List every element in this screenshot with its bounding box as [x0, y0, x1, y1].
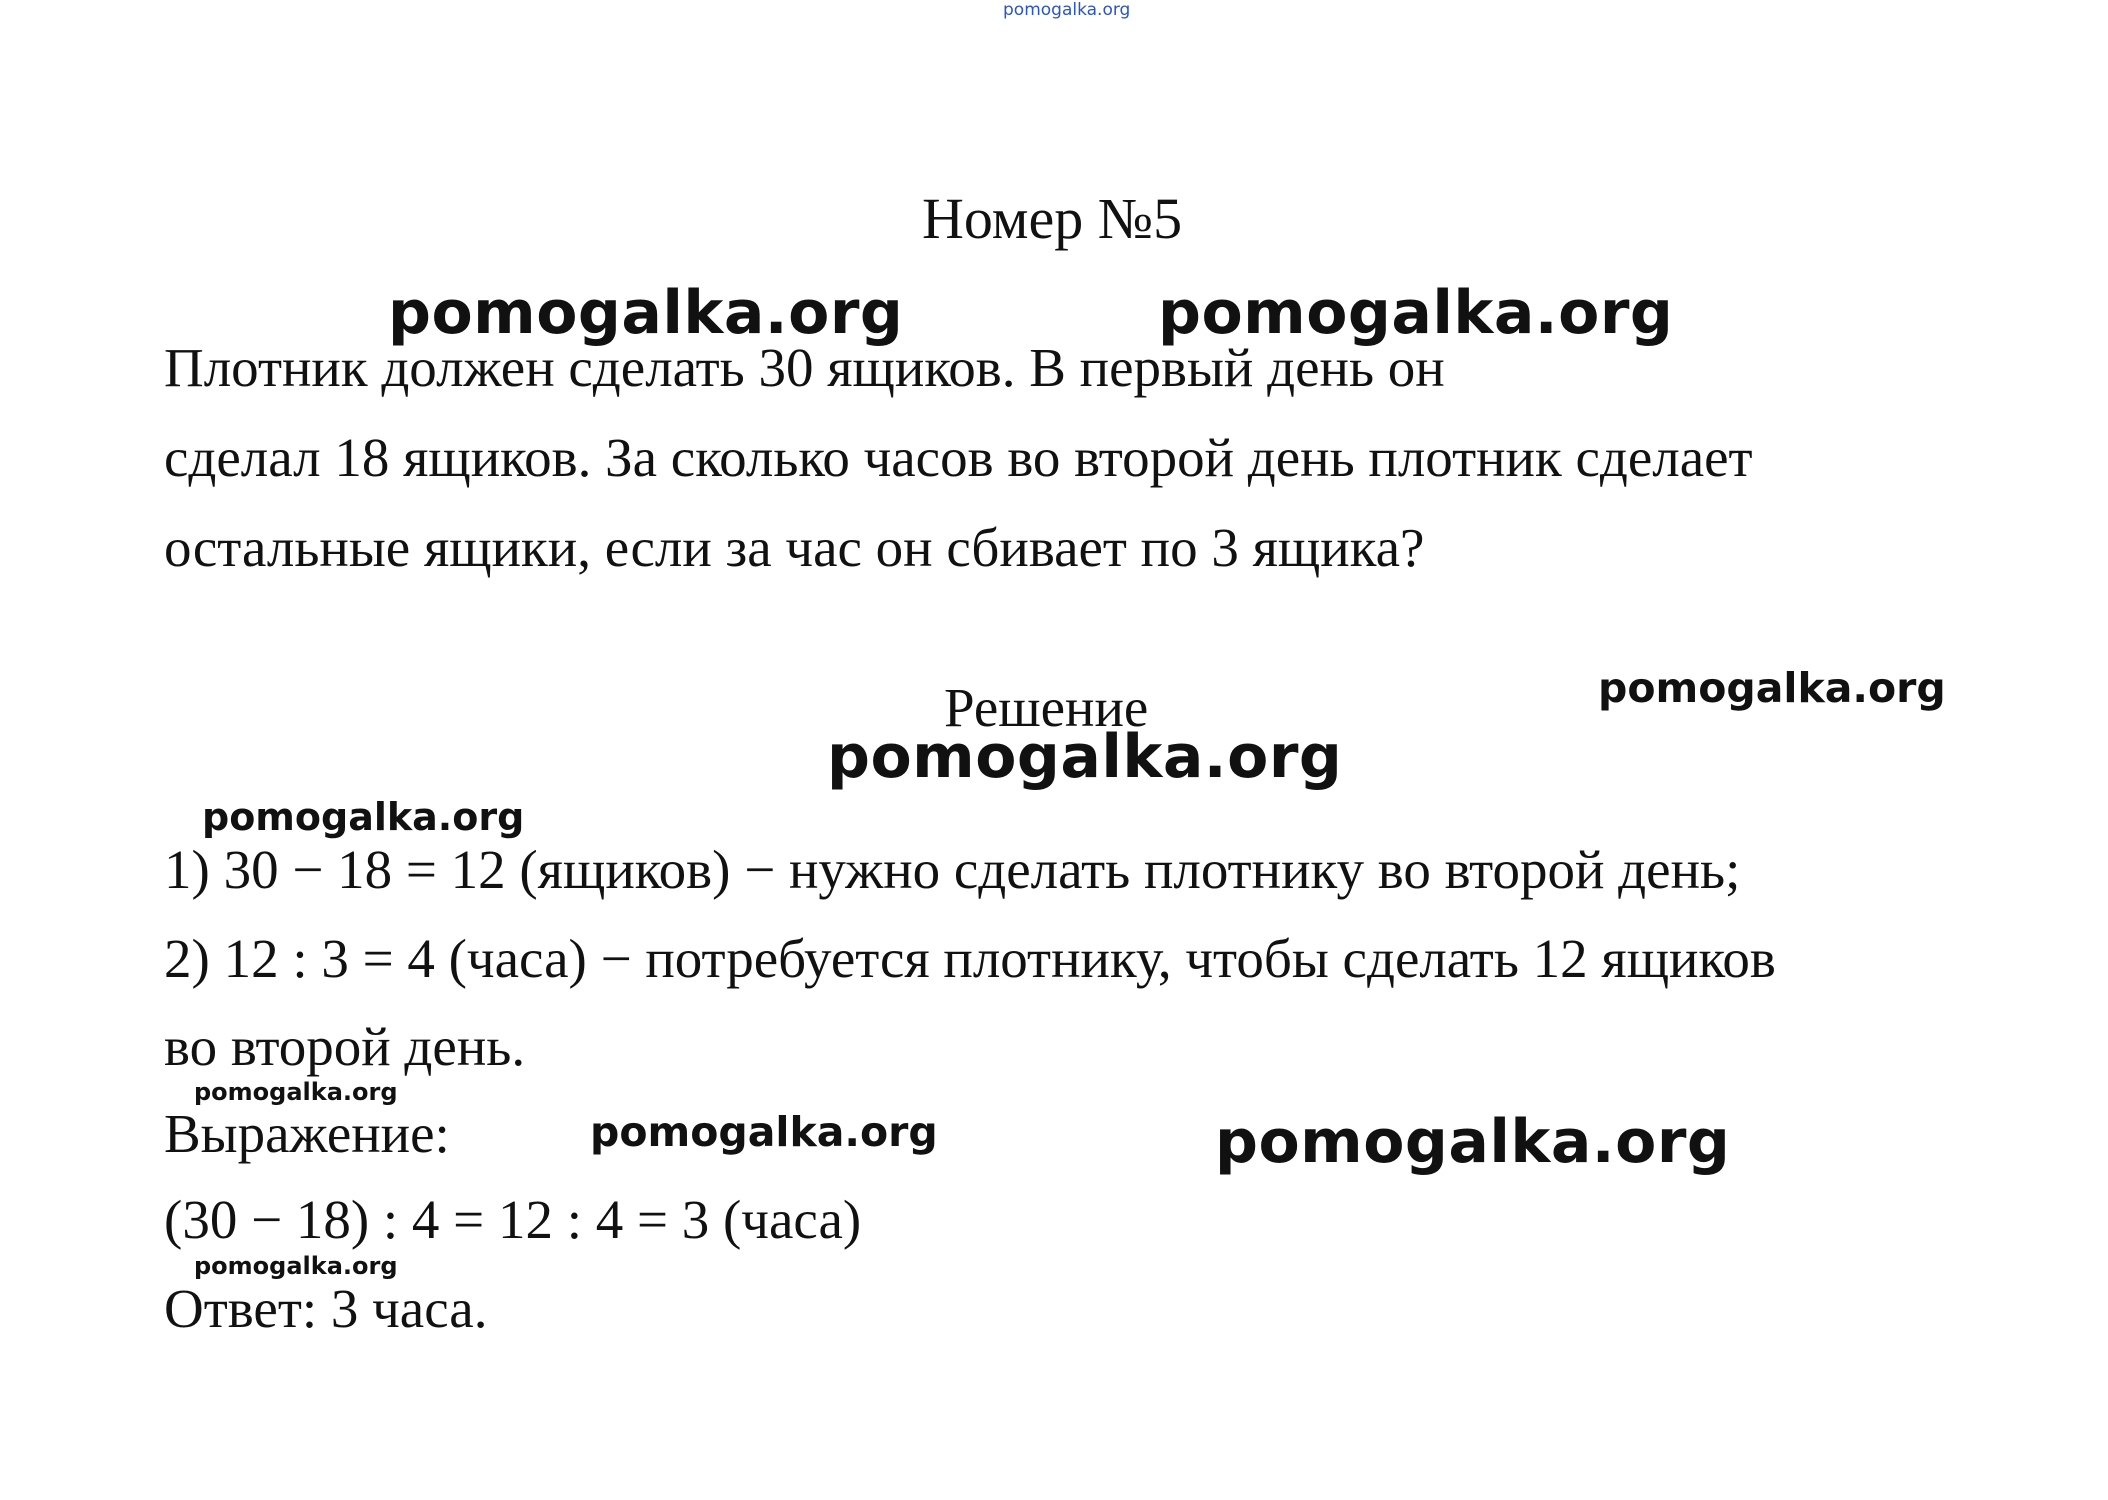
watermark: pomogalka.org [827, 722, 1343, 792]
problem-line: сделал 18 ящиков. За сколько часов во второй день плотник сделает [164, 427, 1753, 488]
watermark: pomogalka.org [388, 278, 904, 348]
answer: Ответ: 3 часа. [164, 1278, 488, 1339]
watermark: pomogalka.org [1158, 278, 1674, 348]
expression-label: Выражение: [164, 1103, 450, 1164]
expression: (30 − 18) : 4 = 12 : 4 = 3 (часа) [164, 1189, 862, 1250]
watermark: pomogalka.org [1598, 664, 1946, 712]
problem-line: остальные ящики, если за час он сбивает по 3 ящика? [164, 517, 1425, 578]
problem-line: Плотник должен сделать 30 ящиков. В первый день он [164, 337, 1445, 398]
problem-title: Номер №5 [922, 186, 1183, 251]
top-site-link[interactable]: pomogalka.org [1003, 0, 1131, 20]
solution-heading: Решение [944, 677, 1149, 738]
solution-step: 1) 30 − 18 = 12 (ящиков) − нужно сделать плотнику во второй день; [164, 839, 1741, 900]
watermark: pomogalka.org [1215, 1107, 1731, 1177]
watermark: pomogalka.org [590, 1108, 938, 1156]
watermark: pomogalka.org [194, 1252, 398, 1280]
watermark: pomogalka.org [202, 795, 525, 839]
solution-step: 2) 12 : 3 = 4 (часа) − потребуется плотнику, чтобы сделать 12 ящиков [164, 928, 1776, 989]
solution-step: во второй день. [164, 1016, 526, 1077]
watermark: pomogalka.org [194, 1078, 398, 1106]
